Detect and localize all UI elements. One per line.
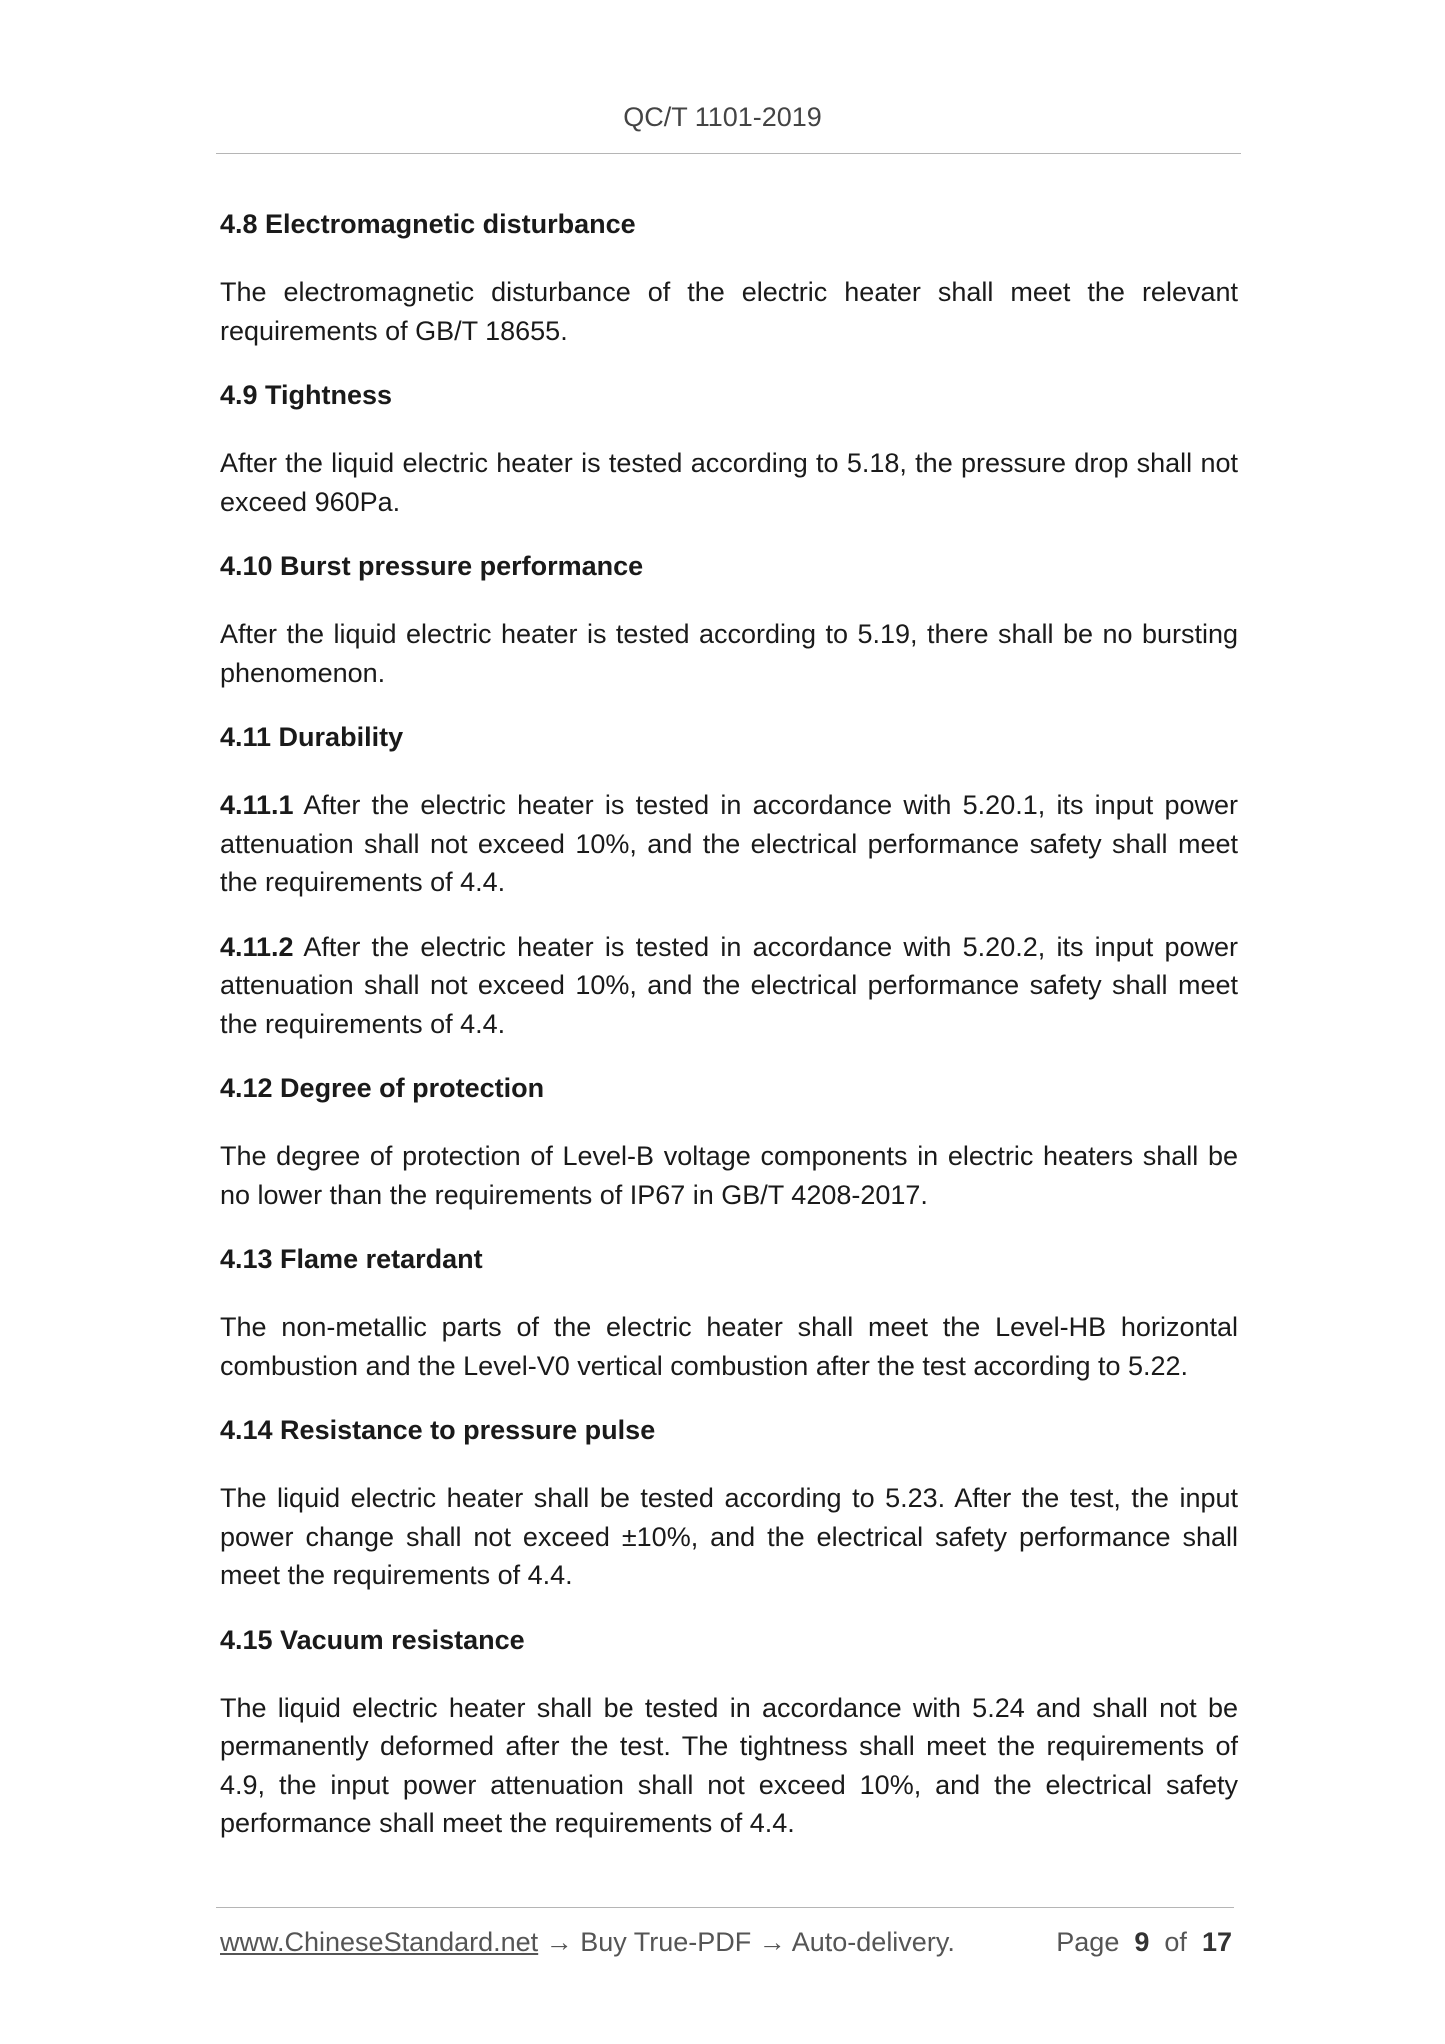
page-total: 17 xyxy=(1201,1927,1232,1957)
section-paragraph xyxy=(220,786,1238,902)
page-number xyxy=(1056,1927,1232,1958)
paragraph-text: The liquid electric heater shall be tested according to 5.23. After the test, the input power change shall not exceed ±10%, and the electrical safety performance shall meet the requirements of 4.4. xyxy=(220,1483,1238,1590)
section-heading: 4.11 Durability xyxy=(220,722,404,752)
paragraph-text: The liquid electric heater shall be tested in accordance with 5.24 and shall not be permanently deformed after the test. The tightness shall meet the requirements of 4.9, the input power attenuation shall not exceed 10%, and the electrical safety performance shall meet the requirements of 4.4. xyxy=(220,1692,1238,1838)
section-paragraph xyxy=(220,273,1238,350)
document-body xyxy=(220,192,1238,1869)
document-header: QC/T 1101-2019 xyxy=(623,102,822,132)
header-divider xyxy=(216,153,1241,154)
section-heading: 4.14 Resistance to pressure pulse xyxy=(220,1415,656,1445)
paragraph-text: After the liquid electric heater is tested according to 5.18, the pressure drop shall not exceed 960Pa. xyxy=(220,448,1238,517)
paragraph-text: After the electric heater is tested in accordance with 5.20.2, its input power attenuation shall not exceed 10%, and the electrical performance safety shall meet the requirements of 4.4. xyxy=(220,931,1238,1039)
clause-number: 4.11.1 xyxy=(220,790,294,820)
footer-divider xyxy=(216,1907,1234,1908)
page-current: 9 xyxy=(1134,1927,1150,1957)
website-link[interactable]: www.ChineseStandard.net xyxy=(220,1927,539,1957)
paragraph-text: The degree of protection of Level-B voltage components in electric heaters shall be no lower than the requirements of IP67 in GB/T 4208-2017. xyxy=(220,1141,1238,1210)
paragraph-text: After the electric heater is tested in accordance with 5.20.1, its input power attenuation shall not exceed 10%, and the electrical performance safety shall meet the requirements of 4.4. xyxy=(220,790,1238,897)
footer-left xyxy=(220,1927,955,1958)
footer-tagline: → Buy True-PDF → Auto-delivery. xyxy=(538,1927,955,1957)
section-heading: 4.15 Vacuum resistance xyxy=(220,1624,525,1655)
section-paragraph xyxy=(220,1308,1238,1385)
section-paragraph xyxy=(220,1137,1238,1214)
section-paragraph xyxy=(220,444,1238,521)
clause-number: 4.11.2 xyxy=(220,931,294,962)
section-heading: 4.13 Flame retardant xyxy=(220,1244,483,1274)
paragraph-text: The non-metallic parts of the electric heater shall meet the Level-HB horizontal combustion and the Level-V0 vertical combustion after the test according to 5.22. xyxy=(220,1312,1238,1381)
paragraph-text: After the liquid electric heater is tested according to 5.19, there shall be no bursting phenomenon. xyxy=(220,619,1238,688)
section-heading: 4.12 Degree of protection xyxy=(220,1073,545,1103)
section-heading: 4.9 Tightness xyxy=(220,380,393,410)
section-heading: 4.10 Burst pressure performance xyxy=(220,551,644,581)
section-paragraph xyxy=(220,928,1238,1044)
section-heading: 4.8 Electromagnetic disturbance xyxy=(220,209,636,239)
section-paragraph xyxy=(220,1479,1238,1595)
paragraph-text: The electromagnetic disturbance of the electric heater shall meet the relevant requirements of GB/T 18655. xyxy=(220,277,1238,346)
section-paragraph xyxy=(220,615,1238,692)
page-of: of xyxy=(1164,1927,1187,1957)
section-paragraph xyxy=(220,1689,1238,1843)
page-label: Page xyxy=(1056,1927,1120,1957)
document-footer xyxy=(220,1927,1232,1958)
